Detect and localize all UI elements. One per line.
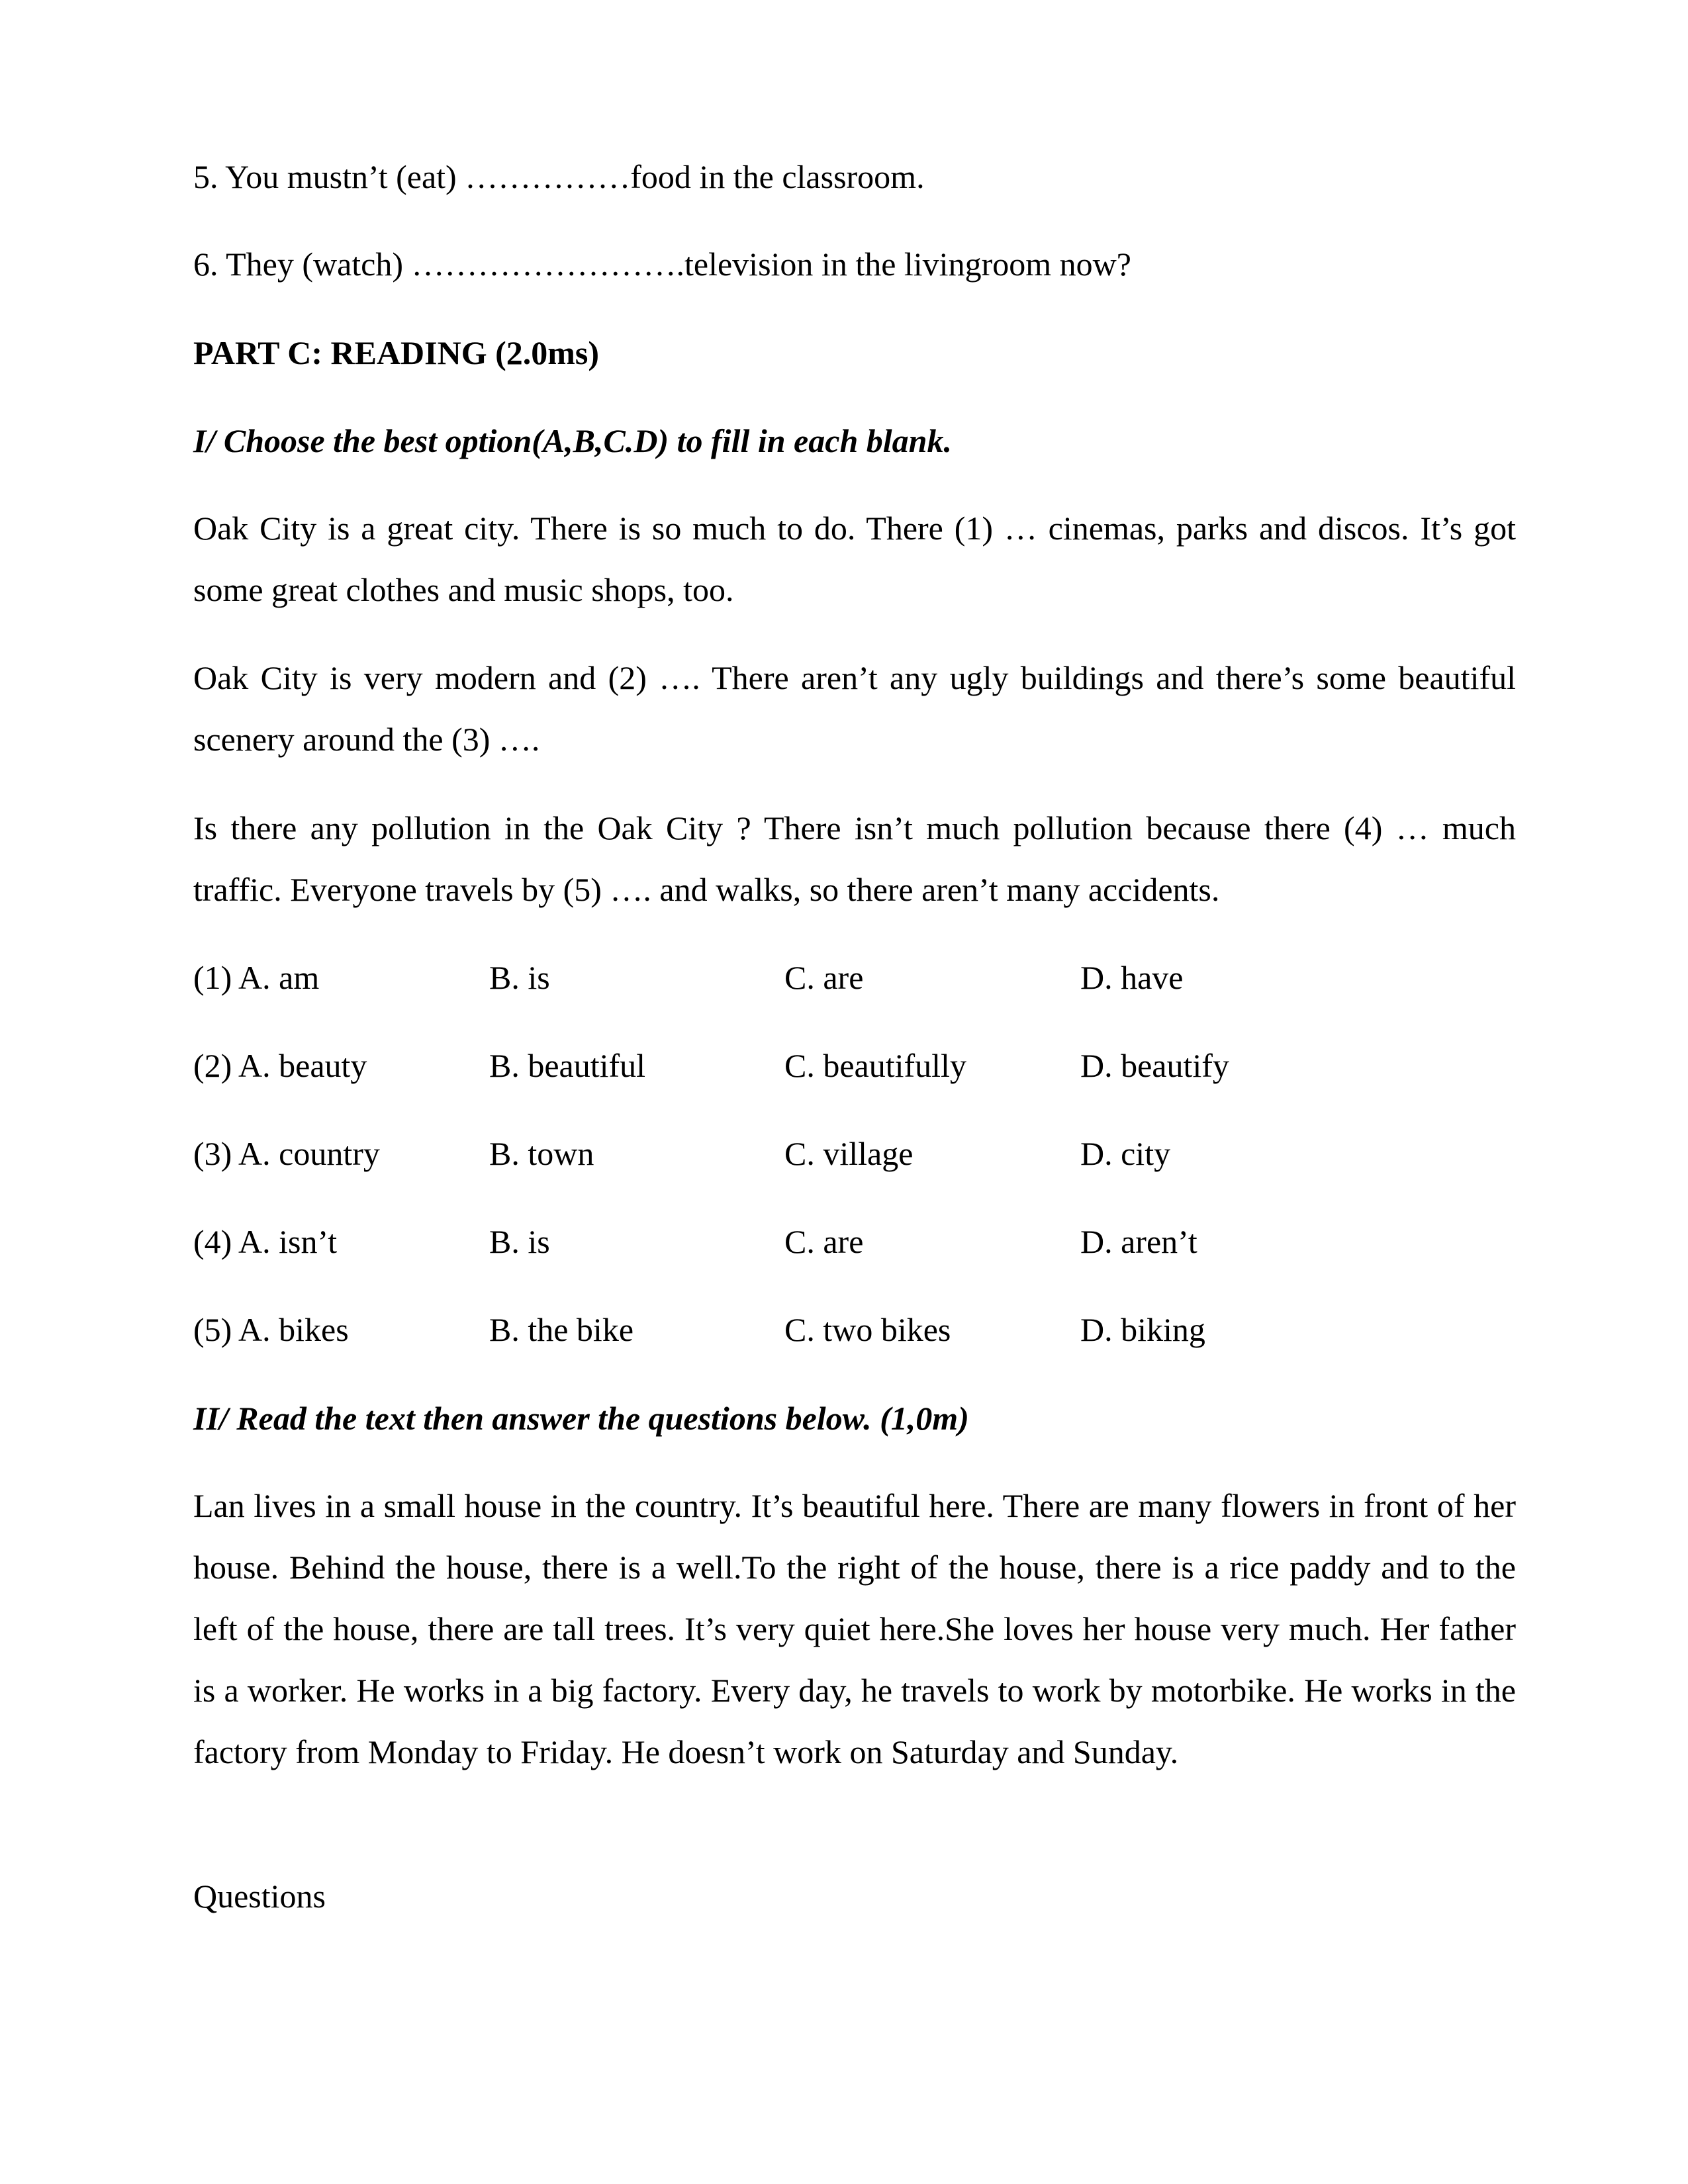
- option-4-b: B. is: [489, 1223, 550, 1260]
- option-5-d: D. biking: [1080, 1311, 1205, 1348]
- reading-paragraph-2: Oak City is very modern and (2) …. There aren’t any ugly buildings and there’s some beautiful scenery around the (3) ….: [193, 659, 1516, 758]
- option-4-d: D. aren’t: [1080, 1223, 1197, 1260]
- option-2-b: B. beautiful: [489, 1047, 646, 1084]
- reading-paragraph-3: Is there any pollution in the Oak City ? There isn’t much pollution because there (4) … much traffic. Everyone travels by (5) …. and walks, so there aren’t many accidents.: [193, 809, 1516, 908]
- option-3-b: B. town: [489, 1135, 594, 1172]
- option-3-d: D. city: [1080, 1135, 1171, 1172]
- option-1-b: B. is: [489, 959, 550, 996]
- option-4-c: C. are: [784, 1223, 864, 1260]
- option-3-a: (3) A. country: [193, 1135, 380, 1172]
- option-4-a: (4) A. isn’t: [193, 1223, 338, 1260]
- exercise-item-5: 5. You mustn’t (eat) ……………food in the classroom.: [193, 158, 925, 195]
- option-row-1: [193, 961, 1516, 1001]
- option-row-3: [193, 1137, 1516, 1177]
- option-2-d: D. beautify: [1080, 1047, 1229, 1084]
- section-2-heading: II/ Read the text then answer the questions below. (1,0m): [193, 1400, 969, 1437]
- reading-passage: Lan lives in a small house in the country. It’s beautiful here. There are many flowers in front of her house. Behind the house, there is a well.To the right of the house, there is a rice paddy and to the left of the house, there are tall trees. It’s very quiet here.She loves her house very much. Her father is a worker. He works in a big factory. Every day, he travels to work by motorbike. He works in the factory from Monday to Friday. He doesn’t work on Saturday and Sunday.: [193, 1487, 1516, 1770]
- option-1-c: C. are: [784, 959, 864, 996]
- option-row-2: [193, 1049, 1516, 1089]
- option-3-c: C. village: [784, 1135, 914, 1172]
- option-2-c: C. beautifully: [784, 1047, 966, 1084]
- option-5-b: B. the bike: [489, 1311, 634, 1348]
- option-row-5: [193, 1313, 1516, 1353]
- part-c-title: PART C: READING (2.0ms): [193, 334, 600, 371]
- exercise-item-6: 6. They (watch) …………………….television in the livingroom now?: [193, 246, 1131, 283]
- section-1-heading: I/ Choose the best option(A,B,C.D) to fill in each blank.: [193, 422, 952, 459]
- reading-paragraph-1: Oak City is a great city. There is so much to do. There (1) … cinemas, parks and discos. It’s got some great clothes and music shops, too.: [193, 510, 1516, 608]
- questions-label: Questions: [193, 1878, 326, 1915]
- option-1-a: (1) A. am: [193, 959, 320, 996]
- option-2-a: (2) A. beauty: [193, 1047, 367, 1084]
- option-5-a: (5) A. bikes: [193, 1311, 349, 1348]
- option-row-4: [193, 1225, 1516, 1265]
- option-5-c: C. two bikes: [784, 1311, 951, 1348]
- option-1-d: D. have: [1080, 959, 1184, 996]
